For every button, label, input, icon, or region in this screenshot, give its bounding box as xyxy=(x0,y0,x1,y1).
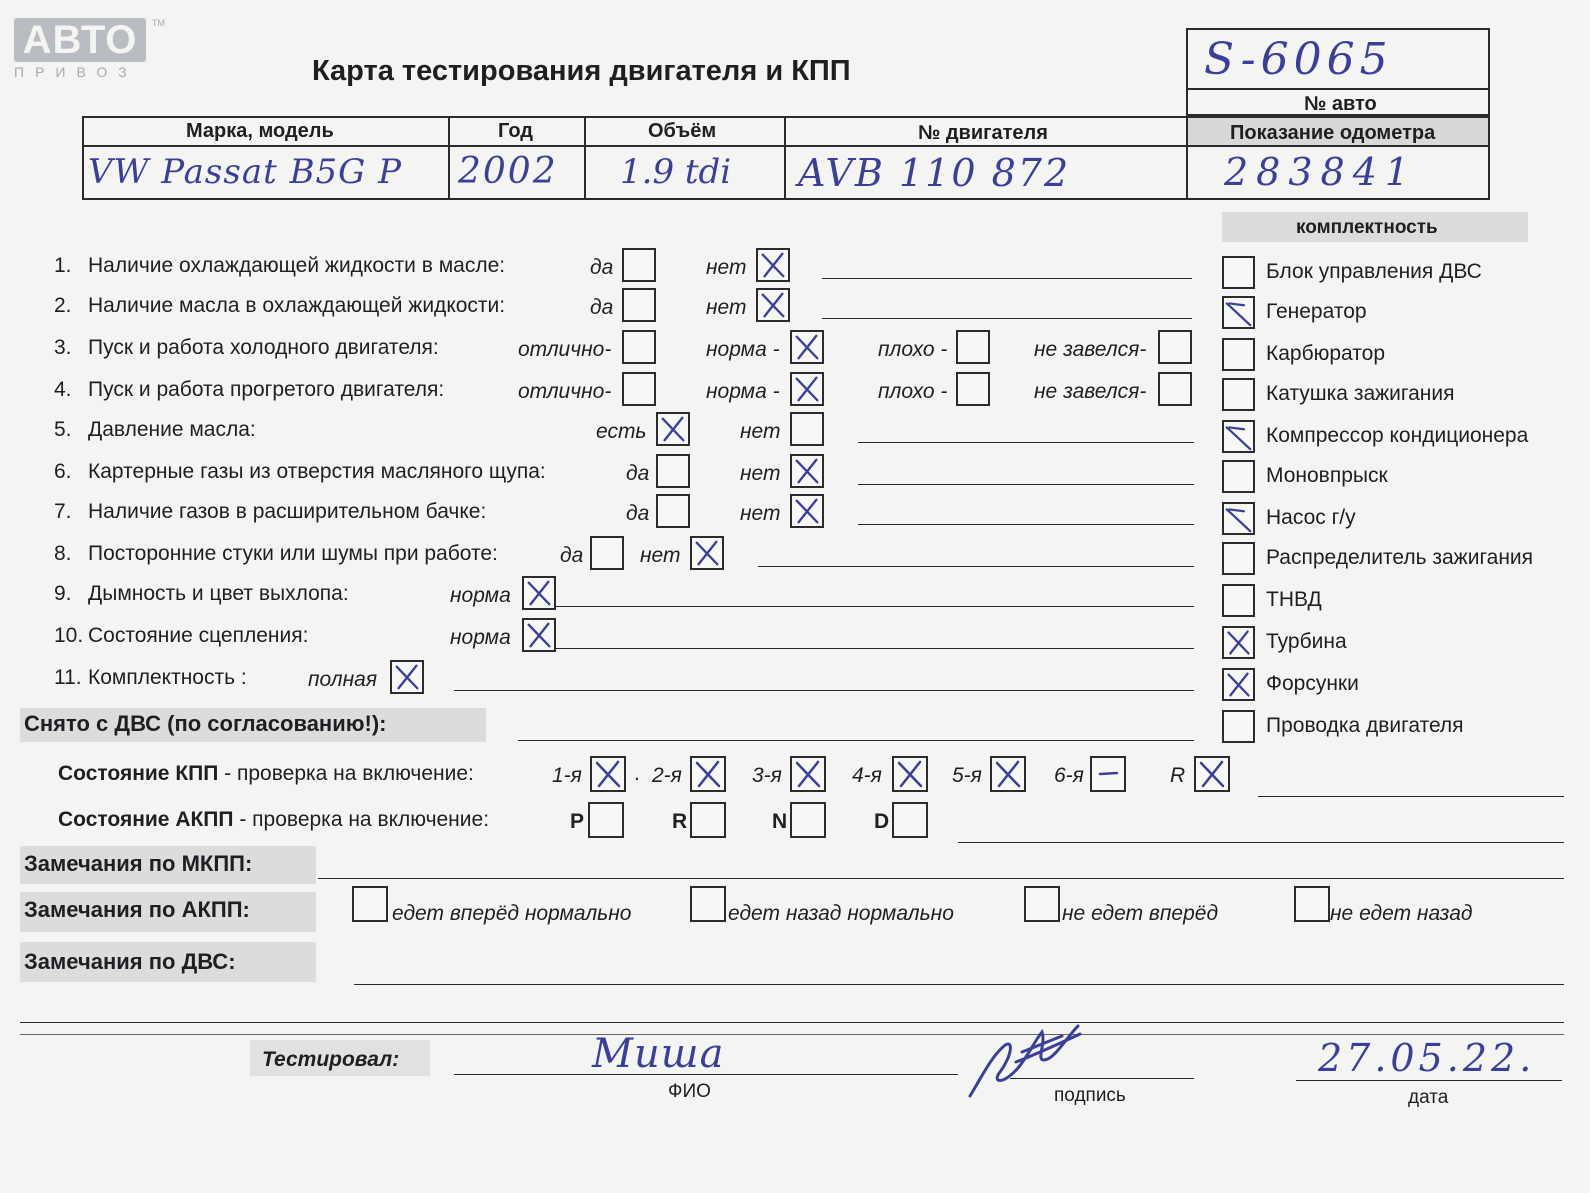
akpp-line xyxy=(958,842,1564,843)
akpp-mode-label-1: R xyxy=(672,810,688,833)
col-header-odometer: Показание одометра xyxy=(1230,122,1436,144)
question-q4-opt1-label: отлично- xyxy=(518,380,612,403)
akpp-remark-checkbox-2[interactable] xyxy=(1024,886,1060,922)
question-q5-number: 5. xyxy=(54,418,72,441)
kpp-gear-label-4: 5-я xyxy=(952,764,982,787)
question-q4-opt2-checkbox[interactable] xyxy=(790,372,824,406)
kpp-gear-checkbox-4[interactable] xyxy=(990,756,1026,792)
logo-main: АВТО xyxy=(14,18,146,62)
question-q2-opt2-checkbox[interactable] xyxy=(756,288,790,322)
question-q8-line xyxy=(758,566,1194,567)
tested-by-label: Тестировал: xyxy=(262,1048,400,1071)
kpp-gear-checkbox-6-mark xyxy=(1196,758,1228,790)
akpp-mode-checkbox-1[interactable] xyxy=(690,802,726,838)
question-q6-opt2-checkbox-mark xyxy=(792,456,822,486)
question-q3-opt2-label: норма - xyxy=(706,338,780,361)
question-q11-number: 11. xyxy=(54,666,82,689)
remarks-extra-line-1 xyxy=(20,1022,1564,1023)
question-q8-number: 8. xyxy=(54,542,72,565)
kpp-gear-checkbox-5[interactable] xyxy=(1090,756,1126,792)
question-q4-opt1-checkbox[interactable] xyxy=(622,372,656,406)
question-q5-opt2-label: нет xyxy=(740,420,781,443)
question-q8-opt1-label: да xyxy=(560,544,584,567)
question-q8-opt1-checkbox[interactable] xyxy=(590,536,624,570)
question-q1-line xyxy=(822,278,1192,279)
remarks-dvs-label: Замечания по ДВС: xyxy=(24,949,236,974)
kpp-gear-checkbox-0[interactable] xyxy=(590,756,626,792)
kpp-line xyxy=(1258,796,1564,797)
question-q5-opt2-checkbox[interactable] xyxy=(790,412,824,446)
question-q7-text: Наличие газов в расширительном бачке: xyxy=(88,500,487,523)
akpp-mode-checkbox-3[interactable] xyxy=(892,802,928,838)
kpp-gear-label-2: 3-я xyxy=(752,764,782,787)
akpp-mode-label-2: N xyxy=(772,810,788,833)
remarks-extra-line-2 xyxy=(20,1034,1564,1035)
completeness-item-9: Турбина xyxy=(1266,630,1347,653)
question-q6-text: Картерные газы из отверстия масляного щупа: xyxy=(88,460,546,483)
question-q5-text: Давление масла: xyxy=(88,418,256,441)
question-q8-opt2-checkbox-mark xyxy=(692,538,722,568)
test-date: 27.05.22. xyxy=(1318,1036,1536,1080)
question-q9-opt1-checkbox-mark xyxy=(524,578,554,608)
completeness-checkbox-11[interactable] xyxy=(1222,710,1255,743)
kpp-gear-label-0: 1-я xyxy=(552,764,582,787)
completeness-item-5: Моновпрыск xyxy=(1266,464,1388,487)
auto-number-divider xyxy=(1186,88,1490,90)
vehicle-info-table xyxy=(82,116,1490,200)
question-q11-line xyxy=(454,690,1194,691)
question-q4-opt3-checkbox[interactable] xyxy=(956,372,990,406)
question-q11-opt1-checkbox[interactable] xyxy=(390,660,424,694)
question-q4-opt4-label: не завелся- xyxy=(1034,380,1147,403)
kpp-gear-checkbox-4-mark xyxy=(992,758,1024,790)
question-q10-opt1-label: норма xyxy=(450,626,511,649)
question-q8-opt2-label: нет xyxy=(640,544,681,567)
question-q11-opt1-label: полная xyxy=(308,668,378,691)
question-q5-opt1-label: есть xyxy=(596,420,647,443)
question-q4-opt2-checkbox-mark xyxy=(792,374,822,404)
table-row-divider xyxy=(82,145,1490,147)
col-divider-3 xyxy=(784,116,786,200)
akpp-remark-label-2: не едет вперёд xyxy=(1062,902,1219,925)
question-q10-text: Состояние сцепления: xyxy=(88,624,309,647)
question-q6-opt1-checkbox[interactable] xyxy=(656,454,690,488)
completeness-item-6: Насос г/у xyxy=(1266,506,1356,529)
col-header-engine-no: № двигателя xyxy=(918,122,1048,144)
question-q8-opt2-checkbox[interactable] xyxy=(690,536,724,570)
kpp-gear-checkbox-3-mark xyxy=(894,758,926,790)
question-q1-opt2-checkbox[interactable] xyxy=(756,248,790,282)
question-q1-text: Наличие охлаждающей жидкости в масле: xyxy=(88,254,506,277)
question-q9-opt1-checkbox[interactable] xyxy=(522,576,556,610)
question-q6-line xyxy=(858,484,1194,485)
akpp-mode-checkbox-2[interactable] xyxy=(790,802,826,838)
value-odometer: 283841 xyxy=(1224,150,1418,194)
question-q6-number: 6. xyxy=(54,460,72,483)
question-q5-opt1-checkbox[interactable] xyxy=(656,412,690,446)
kpp-gear-checkbox-5-mark xyxy=(1092,758,1124,790)
question-q3-opt3-checkbox[interactable] xyxy=(956,330,990,364)
kpp-gear-label-5: 6-я xyxy=(1054,764,1084,787)
akpp-label-bold: Состояние АКПП xyxy=(58,808,234,831)
logo-sub: ПРИВОЗ xyxy=(14,64,138,80)
completeness-item-0: Блок управления ДВС xyxy=(1266,260,1482,283)
completeness-checkbox-0[interactable] xyxy=(1222,256,1255,289)
completeness-checkbox-9-mark xyxy=(1224,628,1253,657)
remarks-mkpp-label: Замечания по МКПП: xyxy=(24,851,253,876)
completeness-checkbox-6[interactable] xyxy=(1222,502,1255,535)
akpp-remark-checkbox-1[interactable] xyxy=(690,886,726,922)
completeness-item-7: Распределитель зажигания xyxy=(1266,546,1534,569)
question-q10-line xyxy=(556,648,1194,649)
completeness-item-3: Катушка зажигания xyxy=(1266,382,1455,405)
question-q6-opt2-checkbox[interactable] xyxy=(790,454,824,488)
question-q7-number: 7. xyxy=(54,500,72,523)
value-make-model: VW Passat B5G P xyxy=(88,152,403,192)
completeness-item-2: Карбюратор xyxy=(1266,342,1386,365)
kpp-gear-label-1: 2-я xyxy=(652,764,682,787)
completeness-checkbox-1[interactable] xyxy=(1222,296,1255,329)
kpp-gear-label-6: R xyxy=(1170,764,1186,787)
question-q1-opt2-checkbox-mark xyxy=(758,250,788,280)
kpp-gear-checkbox-2-mark xyxy=(792,758,824,790)
akpp-label xyxy=(58,808,489,832)
question-q6-opt1-label: да xyxy=(626,462,650,485)
question-q10-number: 10. xyxy=(54,624,84,647)
auto-number-label: № авто xyxy=(1304,93,1377,115)
kpp-label-bold: Состояние КПП xyxy=(58,762,219,785)
kpp-gear-checkbox-0-mark xyxy=(592,758,624,790)
remarks-mkpp-line xyxy=(318,878,1564,879)
remarks-dvs-line xyxy=(354,984,1564,985)
completeness-item-11: Проводка двигателя xyxy=(1266,714,1464,737)
date-line xyxy=(1296,1080,1562,1081)
akpp-remark-label-0: едет вперёд нормально xyxy=(392,902,632,925)
question-q3-opt4-checkbox[interactable] xyxy=(1158,330,1192,364)
question-q4-opt4-checkbox[interactable] xyxy=(1158,372,1192,406)
question-q3-opt2-checkbox-mark xyxy=(792,332,822,362)
completeness-item-4: Компрессор кондиционера xyxy=(1266,424,1529,447)
completeness-title: комплектность xyxy=(1296,217,1438,238)
question-q4-text: Пуск и работа прогретого двигателя: xyxy=(88,378,445,401)
value-year: 2002 xyxy=(458,151,558,192)
completeness-checkbox-6-mark xyxy=(1224,504,1253,533)
kpp-label xyxy=(58,762,474,786)
completeness-checkbox-1-mark xyxy=(1224,298,1253,327)
kpp-gear-checkbox-6[interactable] xyxy=(1194,756,1230,792)
question-q3-opt1-label: отлично- xyxy=(518,338,612,361)
name-label: ФИО xyxy=(668,1081,711,1102)
value-engine-no: AVB 110 872 xyxy=(798,151,1071,195)
completeness-checkbox-7[interactable] xyxy=(1222,542,1255,575)
kpp-gear-checkbox-3[interactable] xyxy=(892,756,928,792)
question-q3-opt4-label: не завелся- xyxy=(1034,338,1147,361)
kpp-gear-checkbox-1[interactable] xyxy=(690,756,726,792)
removed-label: Снято с ДВС (по согласованию!): xyxy=(24,711,387,736)
akpp-remark-label-1: едет назад нормально xyxy=(728,902,954,925)
question-q2-number: 2. xyxy=(54,294,72,317)
completeness-checkbox-2[interactable] xyxy=(1222,338,1255,371)
remarks-akpp-label: Замечания по АКПП: xyxy=(24,897,250,922)
question-q2-opt2-label: нет xyxy=(706,296,747,319)
akpp-mode-label-3: D xyxy=(874,810,890,833)
signature-label: подпись xyxy=(1054,1085,1126,1106)
page-title: Карта тестирования двигателя и КПП xyxy=(312,55,851,87)
question-q11-text: Комплектность : xyxy=(88,666,247,689)
completeness-checkbox-5[interactable] xyxy=(1222,460,1255,493)
question-q7-opt1-checkbox[interactable] xyxy=(656,494,690,528)
question-q4-opt2-label: норма - xyxy=(706,380,780,403)
question-q7-opt1-label: да xyxy=(626,502,650,525)
akpp-remark-checkbox-0[interactable] xyxy=(352,886,388,922)
completeness-item-10: Форсунки xyxy=(1266,672,1359,695)
akpp-mode-label-0: P xyxy=(570,810,585,833)
question-q2-text: Наличие масла в охлаждающей жидкости: xyxy=(88,294,506,317)
kpp-gear-checkbox-2[interactable] xyxy=(790,756,826,792)
question-q9-number: 9. xyxy=(54,582,72,605)
col-divider-2 xyxy=(584,116,586,200)
value-volume: 1.9 tdi xyxy=(620,152,732,192)
question-q10-opt1-checkbox-mark xyxy=(524,620,554,650)
question-q3-opt1-checkbox[interactable] xyxy=(622,330,656,364)
question-q2-opt2-checkbox-mark xyxy=(758,290,788,320)
question-q10-opt1-checkbox[interactable] xyxy=(522,618,556,652)
question-q5-opt1-checkbox-mark xyxy=(658,414,688,444)
tester-name: Миша xyxy=(592,1031,725,1077)
akpp-remark-label-3: не едет назад xyxy=(1330,902,1473,925)
completeness-checkbox-10-mark xyxy=(1224,670,1253,699)
completeness-checkbox-9[interactable] xyxy=(1222,626,1255,659)
kpp-dot: . xyxy=(634,762,640,785)
col-header-volume: Объём xyxy=(648,120,717,142)
question-q7-opt2-checkbox[interactable] xyxy=(790,494,824,528)
question-q9-line xyxy=(556,606,1194,607)
question-q2-opt1-checkbox[interactable] xyxy=(622,288,656,322)
question-q9-text: Дымность и цвет выхлопа: xyxy=(88,582,349,605)
question-q2-opt1-label: да xyxy=(590,296,614,319)
question-q2-line xyxy=(822,318,1192,319)
completeness-checkbox-4-mark xyxy=(1224,422,1253,451)
col-divider-1 xyxy=(448,116,450,200)
kpp-gear-checkbox-1-mark xyxy=(692,758,724,790)
col-header-make: Марка, модель xyxy=(186,120,334,142)
completeness-checkbox-3[interactable] xyxy=(1222,378,1255,411)
question-q7-opt2-checkbox-mark xyxy=(792,496,822,526)
question-q4-number: 4. xyxy=(54,378,72,401)
completeness-item-8: ТНВД xyxy=(1266,588,1322,611)
logo-tm: TM xyxy=(152,18,165,28)
question-q1-opt1-label: да xyxy=(590,256,614,279)
col-header-year: Год xyxy=(498,120,533,142)
avto-privoz-logo xyxy=(14,18,165,80)
question-q1-number: 1. xyxy=(54,254,72,277)
question-q1-opt2-label: нет xyxy=(706,256,747,279)
akpp-label-rest: - проверка на включение: xyxy=(233,808,490,831)
question-q9-opt1-label: норма xyxy=(450,584,511,607)
date-label: дата xyxy=(1408,1087,1449,1108)
question-q8-text: Посторонние стуки или шумы при работе: xyxy=(88,542,498,565)
question-q1-opt1-checkbox[interactable] xyxy=(622,248,656,282)
completeness-checkbox-8[interactable] xyxy=(1222,584,1255,617)
kpp-gear-label-3: 4-я xyxy=(852,764,882,787)
question-q3-opt2-checkbox[interactable] xyxy=(790,330,824,364)
removed-line xyxy=(518,740,1194,741)
question-q11-opt1-checkbox-mark xyxy=(392,662,422,692)
completeness-item-1: Генератор xyxy=(1266,300,1367,323)
question-q4-opt3-label: плохо - xyxy=(878,380,948,403)
completeness-checkbox-4[interactable] xyxy=(1222,420,1255,453)
akpp-remark-checkbox-3[interactable] xyxy=(1294,886,1330,922)
question-q7-opt2-label: нет xyxy=(740,502,781,525)
question-q7-line xyxy=(858,524,1194,525)
question-q3-number: 3. xyxy=(54,336,72,359)
completeness-checkbox-10[interactable] xyxy=(1222,668,1255,701)
kpp-label-rest: - проверка на включение: xyxy=(218,762,474,785)
question-q5-line xyxy=(858,442,1194,443)
question-q6-opt2-label: нет xyxy=(740,462,781,485)
question-q3-text: Пуск и работа холодного двигателя: xyxy=(88,336,439,359)
auto-number-value: S-6065 xyxy=(1204,34,1393,85)
col-divider-4 xyxy=(1186,116,1188,200)
question-q3-opt3-label: плохо - xyxy=(878,338,948,361)
akpp-mode-checkbox-0[interactable] xyxy=(588,802,624,838)
